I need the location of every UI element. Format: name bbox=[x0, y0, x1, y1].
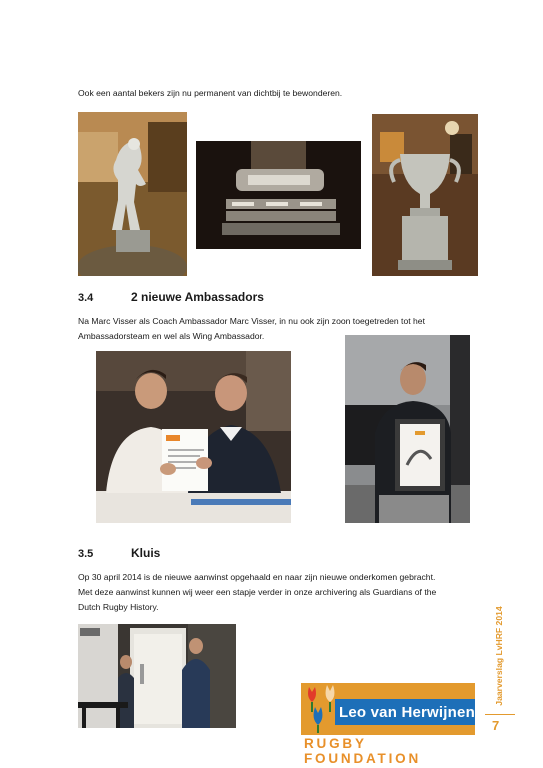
intro-text: Ook een aantal bekers zijn nu permanent van dichtbij te bewonderen. bbox=[78, 88, 343, 98]
section-3-4-title: 2 nieuwe Ambassadors bbox=[131, 290, 264, 304]
trophy-statue-photo bbox=[78, 112, 187, 276]
logo-name: Leo van Herwijnen bbox=[339, 704, 475, 721]
section-3-5-line-3: Dutch Rugby History. bbox=[78, 602, 159, 612]
section-3-4-line-1: Na Marc Visser als Coach Ambassador Marc Visser, in nu ook zijn zoon toegetreden tot het bbox=[78, 316, 425, 326]
trophy-base-photo bbox=[196, 141, 361, 249]
section-3-5-line-2: Met deze aanwinst kunnen wij weer een stapje verder in onze archivering als Guardians of the bbox=[78, 587, 437, 597]
ambassadors-signing-photo bbox=[96, 351, 291, 523]
logo-subtitle: RUGBY FOUNDATION bbox=[304, 736, 421, 766]
side-label bbox=[489, 600, 509, 712]
section-3-4-number: 3.4 bbox=[78, 292, 94, 304]
section-3-4-line-2: Ambassadorsteam en wel als Wing Ambassador. bbox=[78, 331, 265, 341]
page-number-divider bbox=[485, 714, 515, 715]
side-label-text: Jaarverslag LvHRF 2014 bbox=[494, 606, 504, 706]
section-3-5-number: 3.5 bbox=[78, 548, 94, 560]
section-3-5-line-1: Op 30 april 2014 is de nieuwe aanwinst opgehaald en naar zijn nieuwe onderkomen gebracht. bbox=[78, 572, 436, 582]
page-number: 7 bbox=[492, 718, 500, 733]
ambassador-frame-photo bbox=[345, 335, 470, 523]
trophy-cup-photo bbox=[372, 114, 478, 276]
safe-photo bbox=[78, 624, 236, 728]
foundation-logo bbox=[301, 683, 475, 766]
section-3-5-title: Kluis bbox=[131, 546, 161, 560]
